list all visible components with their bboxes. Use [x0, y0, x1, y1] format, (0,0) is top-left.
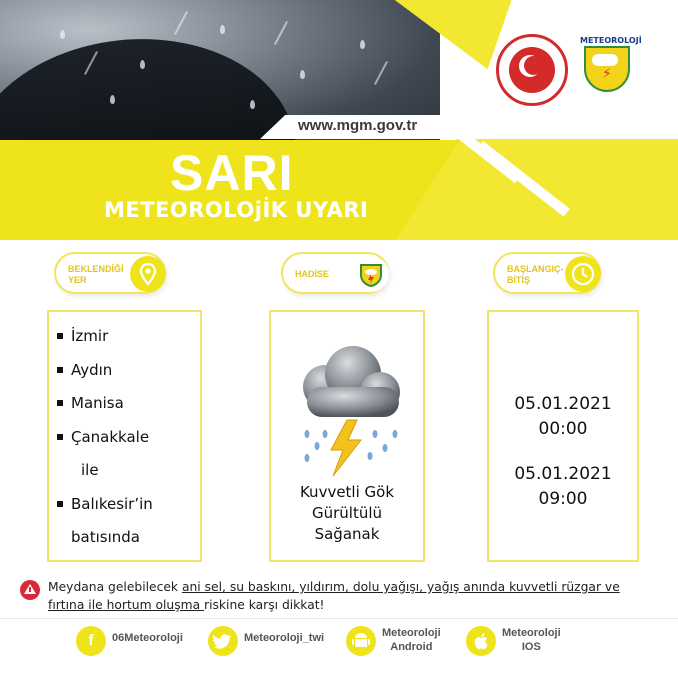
- warning-level-title: SARI: [170, 145, 294, 201]
- location-category-pill: [54, 252, 166, 294]
- event-description: [271, 482, 423, 545]
- android-label: [382, 626, 441, 654]
- android-label-line: Meteoroloji: [382, 627, 441, 639]
- meteorology-logo: METEOROLOJİ ⚡: [580, 36, 634, 94]
- ministry-logo: [496, 34, 568, 106]
- list-item: [57, 525, 153, 559]
- location-name: Çanakkale: [71, 427, 150, 446]
- facebook-handle: 06Meteoroloji: [112, 632, 183, 644]
- ios-app-link[interactable]: [466, 624, 576, 664]
- warning-message: [20, 578, 660, 614]
- list-item: [57, 358, 153, 392]
- header-banner: [0, 0, 678, 240]
- ios-label-line: Meteoroloji: [502, 627, 561, 639]
- location-name: Balıkesir’in: [71, 494, 153, 513]
- ios-label-line: IOS: [521, 641, 541, 653]
- locations-list: [57, 324, 153, 559]
- location-name: İzmir: [71, 327, 109, 345]
- ios-label: [502, 626, 561, 654]
- thunderstorm-cloud-icon: [285, 342, 415, 477]
- event-line: Kuvvetli Gök: [299, 483, 395, 501]
- twitter-icon: [208, 626, 238, 656]
- location-connector: ile: [81, 461, 99, 479]
- website-url[interactable]: www.mgm.gov.tr: [298, 117, 418, 134]
- event-line: Gürültülü: [311, 504, 383, 522]
- android-app-link[interactable]: [346, 624, 456, 664]
- meteorology-logo-text: METEOROLOJİ: [580, 36, 642, 45]
- twitter-link[interactable]: [208, 624, 338, 664]
- list-item: [57, 391, 153, 425]
- event-category-pill: [281, 252, 389, 294]
- time-category-pill: [493, 252, 601, 294]
- location-name: Aydın: [71, 360, 113, 379]
- event-line: Sağanak: [314, 525, 380, 543]
- end-date: 05.01.2021: [514, 464, 612, 484]
- start-time-block: [489, 392, 637, 442]
- footer-divider: [0, 618, 678, 619]
- locations-box: [47, 310, 202, 562]
- facebook-icon: f: [76, 626, 106, 656]
- end-time-block: [489, 462, 637, 512]
- warning-text: riskine karşı dikkat!: [204, 598, 325, 612]
- list-item: [57, 324, 153, 358]
- apple-icon: [466, 626, 496, 656]
- warning-hazards: ani sel, su baskını, yıldırım, dolu yağışı, yağış anında kuvvetli rüzgar ve fırtına ile hortum oluşma: [48, 580, 620, 612]
- list-item: [57, 425, 153, 459]
- android-label-line: Android: [390, 641, 433, 653]
- end-time: 09:00: [538, 489, 588, 509]
- android-icon: [346, 626, 376, 656]
- clock-icon: [565, 256, 601, 292]
- meteorology-badge-icon: [353, 256, 389, 292]
- event-box: [269, 310, 425, 562]
- time-box: [487, 310, 639, 562]
- list-item: [57, 458, 153, 492]
- location-category-label: BEKLENDİĞİ YER: [68, 264, 124, 285]
- warning-text: Meydana gelebilecek: [48, 580, 182, 594]
- location-qualifier: batısında: [71, 528, 140, 546]
- twitter-handle: Meteoroloji_twi: [244, 632, 325, 644]
- warning-subtitle: METEOROLOjİK UYARI: [104, 198, 369, 222]
- event-category-label: HADİSE: [295, 269, 330, 279]
- start-time: 00:00: [538, 419, 588, 439]
- list-item: [57, 492, 153, 526]
- facebook-link[interactable]: [76, 624, 201, 664]
- location-name: Manisa: [71, 394, 124, 412]
- time-category-label: BAŞLANGIÇ- BİTİŞ: [507, 264, 564, 285]
- start-date: 05.01.2021: [514, 394, 612, 414]
- location-pin-icon: [130, 256, 166, 292]
